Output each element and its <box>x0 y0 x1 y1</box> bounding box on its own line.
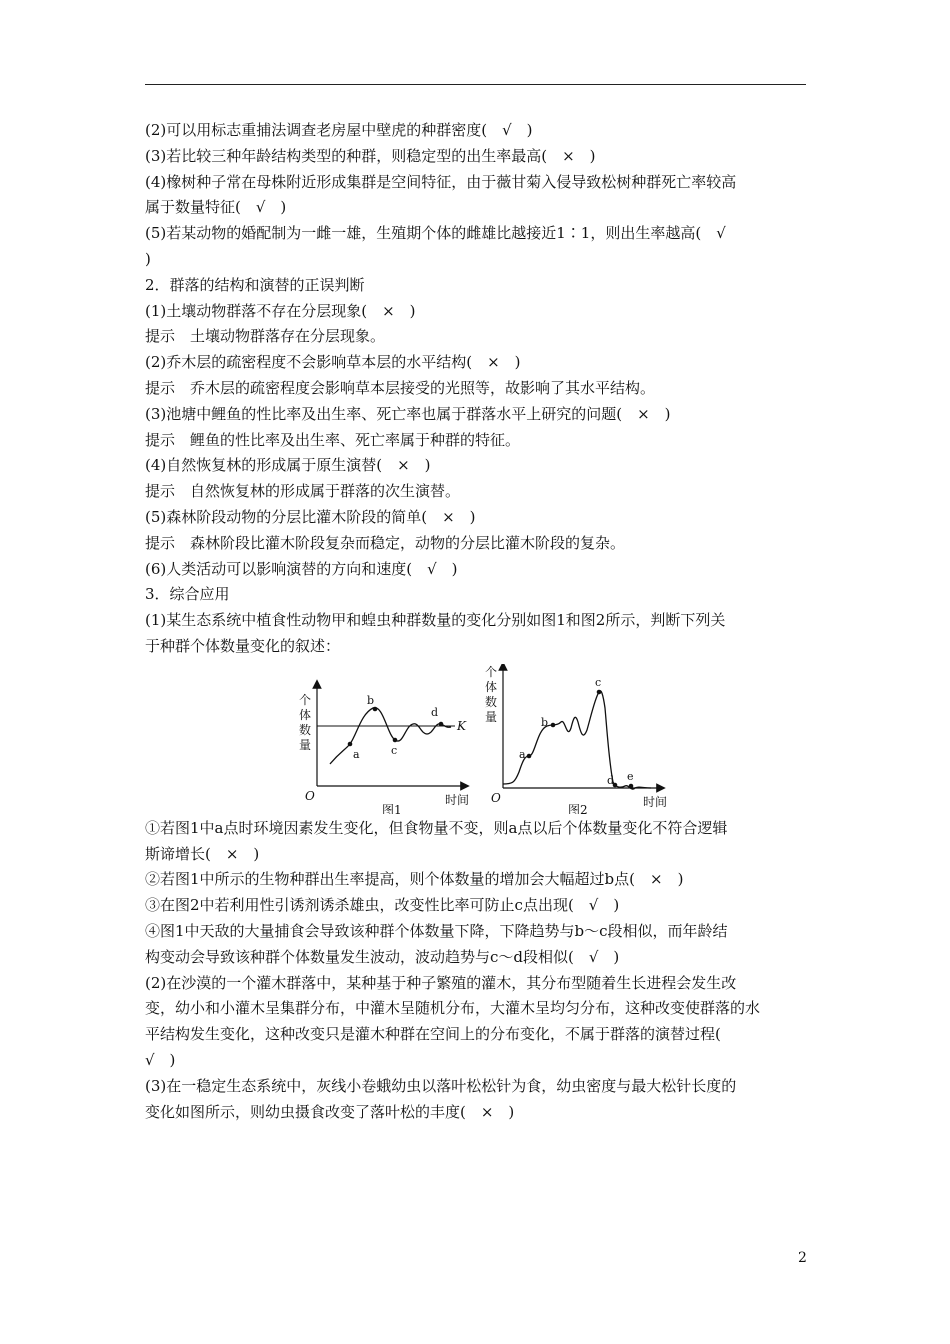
text-line: 变化如图所示，则幼虫摄食改变了落叶松的丰度( × ) <box>145 1102 515 1121</box>
fig2-point-b <box>551 722 556 727</box>
text-line: (2)在沙漠的一个灌木群落中，某种基于种子繁殖的灌木，其分布型随着生长进程会发生改 <box>145 973 737 992</box>
fig1-ylabel-0: 个 <box>299 692 312 707</box>
text-line: 变，幼小和小灌木呈集群分布，中灌木呈随机分布，大灌木呈均匀分布，这种改变使群落的水 <box>145 999 761 1018</box>
fig2-caption: 图2 <box>568 802 588 814</box>
text-line: (4)自然恢复林的形成属于原生演替( × ) <box>145 456 431 475</box>
fig2-ylabel-2: 数 <box>485 694 498 709</box>
text-line: (2)可以用标志重捕法调查老房屋中壁虎的种群密度( √ ) <box>145 121 533 139</box>
text-line: (5)若某动物的婚配制为一雌一雄，生殖期个体的雌雄比越接近1∶1，则出生率越高( √ <box>145 224 726 243</box>
text-line: 构变动会导致该种群个体数量发生波动，波动趋势与c～d段相似( √ ) <box>145 947 620 966</box>
fig2-origin: O <box>491 790 501 805</box>
text-line: 提示 森林阶段比灌木阶段复杂而稳定，动物的分层比灌木阶段的复杂。 <box>145 533 626 552</box>
fig1-point-b <box>373 706 378 711</box>
text-line: √ ) <box>145 1050 176 1069</box>
text-line: ②若图1中所示的生物种群出生率提高，则个体数量的增加会大幅超过b点( × ) <box>145 870 684 889</box>
fig1-ylabel-2: 数 <box>299 722 312 737</box>
fig1-label-d: d <box>431 705 439 719</box>
fig1-origin: O <box>305 788 315 803</box>
text-line: (5)森林阶段动物的分层比灌木阶段的简单( × ) <box>145 507 476 526</box>
fig1-label-b: b <box>367 693 375 707</box>
fig1-k-label: K <box>457 718 466 733</box>
text-line: 2．群落的结构和演替的正误判断 <box>145 275 365 294</box>
fig1-ylabel-1: 体 <box>299 707 312 722</box>
fig1-caption: 图1 <box>382 802 402 814</box>
figure-2-chart <box>485 664 675 814</box>
fig2-label-b: b <box>541 715 549 729</box>
text-line: (3)若比较三种年龄结构类型的种群，则稳定型的出生率最高( × ) <box>145 146 596 165</box>
text-line: (3)池塘中鲤鱼的性比率及出生率、死亡率也属于群落水平上研究的问题( × ) <box>145 404 671 423</box>
text-line: 属于数量特征( √ ) <box>145 198 287 217</box>
header-rule <box>145 84 806 85</box>
text-line: 3．综合应用 <box>145 585 230 604</box>
fig1-ylabel-3: 量 <box>299 737 312 752</box>
bottom-text-block <box>145 816 810 1126</box>
fig2-ylabel-0: 个 <box>485 664 498 679</box>
fig2-point-a <box>527 753 532 758</box>
fig1-xlabel: 时间 <box>445 792 470 807</box>
fig2-point-e <box>629 783 634 788</box>
fig2-label-a: a <box>519 747 526 761</box>
fig1-point-d <box>439 721 444 726</box>
fig2-point-c <box>597 689 602 694</box>
text-line: 于种群个体数量变化的叙述： <box>145 636 341 655</box>
fig2-label-d: d <box>607 773 615 787</box>
fig2-xlabel: 时间 <box>643 794 668 809</box>
text-line: ) <box>145 249 151 268</box>
fig1-point-a <box>348 741 353 746</box>
fig2-ylabel-1: 体 <box>485 679 498 694</box>
text-line: (3)在一稳定生态系统中，灰线小卷蛾幼虫以落叶松松针为食，幼虫密度与最大松针长度的 <box>145 1076 737 1095</box>
text-line: 提示 土壤动物群落存在分层现象。 <box>145 327 386 346</box>
text-line: (1)土壤动物群落不存在分层现象( × ) <box>145 301 416 320</box>
fig1-label-a: a <box>353 747 360 761</box>
fig1-point-c <box>393 737 398 742</box>
text-line: ④图1中天敌的大量捕食会导致该种群个体数量下降，下降趋势与b～c段相似，而年龄结 <box>145 921 728 940</box>
fig1-label-c: c <box>391 743 398 757</box>
text-line: 提示 鲤鱼的性比率及出生率、死亡率属于种群的特征。 <box>145 430 521 449</box>
text-line: 平结构发生变化，这种改变只是灌木种群在空间上的分布变化，不属于群落的演替过程( <box>145 1025 721 1044</box>
text-line: ③在图2中若利用性引诱剂诱杀雄虫，改变性比率可防止c点出现( √ ) <box>145 896 620 915</box>
text-line: 提示 自然恢复林的形成属于群落的次生演替。 <box>145 482 461 501</box>
text-line: (4)橡树种子常在母株附近形成集群是空间特征，由于薇甘菊入侵导致松树种群死亡率较高 <box>145 172 737 191</box>
fig2-label-e: e <box>627 769 634 783</box>
text-line: (6)人类活动可以影响演替的方向和速度( √ ) <box>145 559 458 578</box>
fig2-label-c: c <box>595 675 602 689</box>
page-number: 2 <box>798 1250 807 1266</box>
figure-1-chart <box>295 664 485 814</box>
top-text-block <box>145 118 810 660</box>
page-content <box>145 118 810 1125</box>
text-line: (2)乔木层的疏密程度不会影响草本层的水平结构( × ) <box>145 353 521 372</box>
text-line: (1)某生态系统中植食性动物甲和蝗虫种群数量的变化分别如图1和图2所示，判断下列关 <box>145 611 726 630</box>
text-line: ①若图1中a点时环境因素发生变化，但食物量不变，则a点以后个体数量变化不符合逻辑 <box>145 818 728 837</box>
fig2-ylabel-3: 量 <box>485 709 498 724</box>
text-line: 斯谛增长( × ) <box>145 844 260 863</box>
text-line: 提示 乔木层的疏密程度会影响草本层接受的光照等，故影响了其水平结构。 <box>145 378 656 397</box>
figures-row <box>145 664 810 814</box>
